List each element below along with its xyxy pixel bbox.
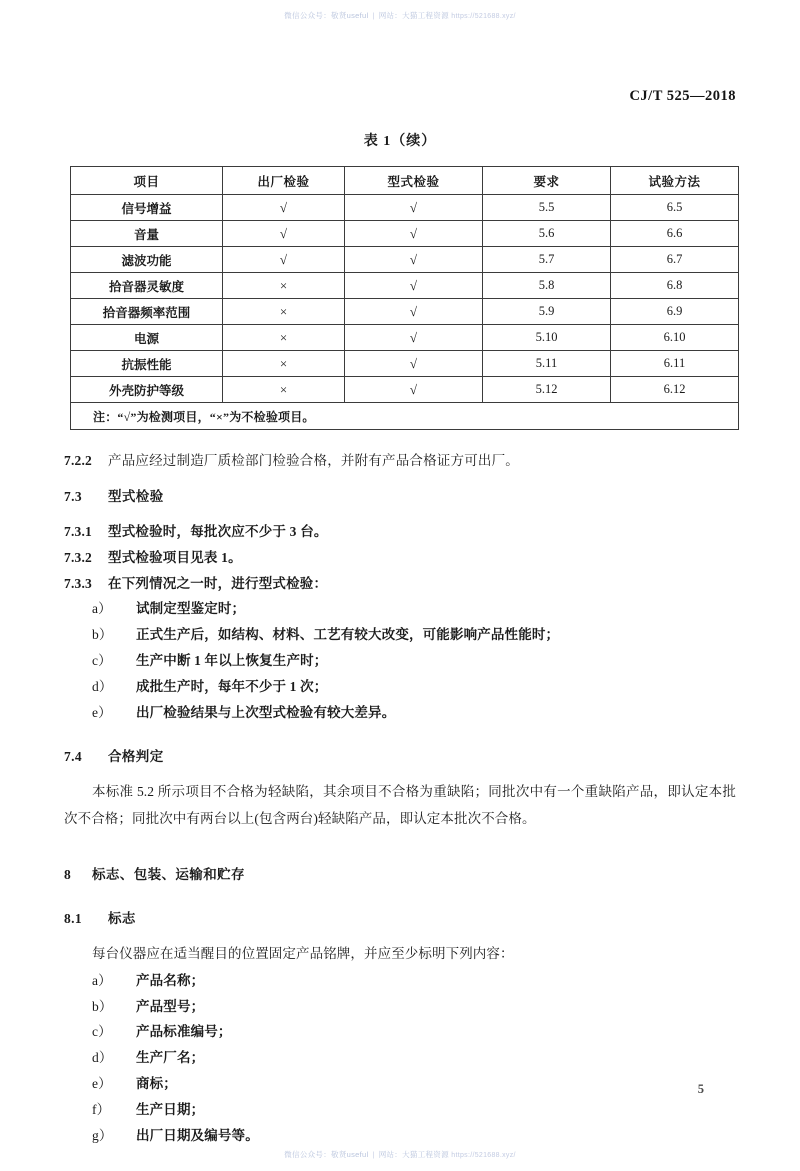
cell-type-mark: √ (345, 195, 483, 221)
cell-factory-mark: × (223, 325, 345, 351)
clause-7-3-1-number: 7.3.1 (64, 524, 92, 540)
list-item-label: f） (92, 1102, 111, 1118)
table-note: 注：“√”为检测项目，“×”为不检验项目。 (71, 403, 739, 430)
clause-8-1-list (64, 968, 736, 1149)
list-item-label: a） (92, 601, 112, 617)
watermark-separator: | (372, 11, 375, 20)
table-row (71, 221, 739, 247)
cell-requirement: 5.12 (483, 377, 611, 403)
list-item (64, 994, 736, 1020)
cell-item: 外壳防护等级 (71, 377, 223, 403)
cell-type-mark: √ (345, 351, 483, 377)
heading-8-1-number: 8.1 (64, 910, 83, 926)
list-item-label: e） (92, 1076, 112, 1092)
cell-method: 6.8 (611, 273, 739, 299)
table-caption: 表 1（续） (363, 134, 437, 149)
column-header-factory: 出厂检验 (223, 167, 345, 195)
heading-8-1-title: 标志 (108, 910, 136, 926)
cell-item: 信号增益 (71, 195, 223, 221)
clause-7-2-2-text: 产品应经过制造厂质检部门检验合格，并附有产品合格证方可出厂。 (108, 453, 519, 468)
list-item-label: d） (92, 678, 113, 694)
clause-7-3-2-text: 型式检验项目见表 1。 (108, 549, 242, 565)
heading-8-number: 8 (64, 867, 72, 882)
list-item-text: 生产厂名； (136, 1050, 205, 1066)
watermark-top (0, 10, 800, 21)
table-note-row (71, 403, 739, 430)
cell-requirement: 5.11 (483, 351, 611, 377)
column-header-item: 项目 (71, 167, 223, 195)
table-row (71, 273, 739, 299)
cell-requirement: 5.8 (483, 273, 611, 299)
list-item (64, 1019, 736, 1045)
list-item-text: 产品型号； (136, 998, 205, 1014)
cell-item: 拾音器频率范围 (71, 299, 223, 325)
cell-type-mark: √ (345, 299, 483, 325)
cell-method: 6.5 (611, 195, 739, 221)
cell-type-mark: √ (345, 273, 483, 299)
list-item (64, 596, 736, 622)
cell-requirement: 5.10 (483, 325, 611, 351)
clause-7-3-3 (64, 571, 736, 597)
list-item-text: 产品标准编号； (136, 1024, 232, 1040)
cell-item: 抗振性能 (71, 351, 223, 377)
clause-7-2-2 (64, 448, 736, 474)
list-item-label: b） (92, 627, 113, 643)
column-header-type: 型式检验 (345, 167, 483, 195)
heading-7-4 (64, 744, 736, 770)
watermark-separator: | (372, 1150, 375, 1159)
table-row (71, 325, 739, 351)
heading-7-3-title: 型式检验 (108, 488, 164, 504)
heading-7-4-title: 合格判定 (108, 748, 164, 764)
heading-8-1 (64, 906, 736, 932)
list-item-label: g） (92, 1128, 113, 1144)
clause-7-3-3-list (64, 596, 736, 726)
list-item-text: 出厂日期及编号等。 (136, 1128, 259, 1144)
clause-7-3-3-text: 在下列情况之一时，进行型式检验： (108, 575, 328, 591)
cell-item: 滤波功能 (71, 247, 223, 273)
clause-7-3-1 (64, 519, 736, 545)
list-item (64, 674, 736, 700)
cell-method: 6.11 (611, 351, 739, 377)
clause-7-2-2-number: 7.2.2 (64, 453, 92, 468)
column-header-requirement: 要求 (483, 167, 611, 195)
list-item (64, 1071, 736, 1097)
list-item (64, 1097, 736, 1123)
clause-7-3-1-text: 型式检验时，每批次应不少于 3 台。 (108, 524, 328, 540)
list-item (64, 622, 736, 648)
cell-method: 6.7 (611, 247, 739, 273)
cell-method: 6.12 (611, 377, 739, 403)
watermark-left-text: 微信公众号：敬贤useful (284, 11, 369, 20)
running-header-standard-number: CJ/T 525—2018 (629, 88, 736, 104)
list-item-text: 生产日期； (136, 1102, 205, 1118)
cell-item: 电源 (71, 325, 223, 351)
table-row (71, 377, 739, 403)
list-item-label: a） (92, 972, 112, 988)
clause-7-3-3-number: 7.3.3 (64, 575, 92, 591)
cell-factory-mark: √ (223, 221, 345, 247)
heading-8 (64, 862, 736, 888)
list-item-text: 产品名称； (136, 972, 205, 988)
cell-method: 6.6 (611, 221, 739, 247)
cell-requirement: 5.6 (483, 221, 611, 247)
watermark-url: https://521688.xyz/ (451, 13, 516, 20)
table-row (71, 299, 739, 325)
page-number: 5 (697, 1082, 704, 1096)
list-item-text: 正式生产后，如结构、材料、工艺有较大改变，可能影响产品性能时； (136, 627, 560, 643)
list-item-text: 出厂检验结果与上次型式检验有较大差异。 (136, 704, 396, 720)
cell-factory-mark: × (223, 299, 345, 325)
list-item-label: c） (92, 1024, 112, 1040)
table-header-row (71, 167, 739, 195)
list-item-label: c） (92, 653, 112, 669)
list-item (64, 648, 736, 674)
cell-factory-mark: √ (223, 247, 345, 273)
list-item (64, 700, 736, 726)
cell-factory-mark: × (223, 273, 345, 299)
cell-method: 6.10 (611, 325, 739, 351)
cell-requirement: 5.5 (483, 195, 611, 221)
list-item-text: 试制定型鉴定时； (136, 601, 246, 617)
cell-factory-mark: × (223, 377, 345, 403)
cell-factory-mark: × (223, 351, 345, 377)
list-item (64, 968, 736, 994)
list-item-label: d） (92, 1050, 113, 1066)
page-content (64, 130, 736, 1149)
watermark-bottom (0, 1149, 800, 1160)
cell-type-mark: √ (345, 221, 483, 247)
heading-7-4-number: 7.4 (64, 748, 83, 764)
list-item (64, 1123, 736, 1149)
cell-requirement: 5.9 (483, 299, 611, 325)
cell-type-mark: √ (345, 377, 483, 403)
heading-7-3 (64, 484, 736, 510)
heading-7-3-number: 7.3 (64, 488, 83, 504)
clause-8-1-body: 每台仪器应在适当醒目的位置固定产品铭牌，并应至少标明下列内容： (92, 946, 514, 962)
cell-type-mark: √ (345, 247, 483, 273)
watermark-right-text: 网站：大猫工程资源 (378, 1150, 449, 1159)
clause-7-4-body: 本标准 5.2 所示项目不合格为轻缺陷，其余项目不合格为重缺陷；同批次中有一个重缺陷产品，即认定本批次不合格；同批次中有两台以上(包含两台)轻缺陷产品，即认定本批次不合格。 (64, 784, 736, 826)
cell-requirement: 5.7 (483, 247, 611, 273)
clause-7-3-2 (64, 545, 736, 571)
heading-8-title: 标志、包装、运输和贮存 (92, 867, 245, 882)
cell-method: 6.9 (611, 299, 739, 325)
table-row (71, 351, 739, 377)
watermark-left-text: 微信公众号：敬贤useful (284, 1150, 369, 1159)
watermark-right-text: 网站：大猫工程资源 (378, 11, 449, 20)
list-item-text: 生产中断 1 年以上恢复生产时； (136, 653, 328, 669)
cell-item: 音量 (71, 221, 223, 247)
cell-factory-mark: √ (223, 195, 345, 221)
table-row (71, 195, 739, 221)
column-header-method: 试验方法 (611, 167, 739, 195)
watermark-url: https://521688.xyz/ (451, 1152, 516, 1159)
inspection-items-table (70, 166, 739, 430)
cell-type-mark: √ (345, 325, 483, 351)
list-item (64, 1045, 736, 1071)
table-row (71, 247, 739, 273)
cell-item: 拾音器灵敏度 (71, 273, 223, 299)
list-item-text: 成批生产时，每年不少于 1 次； (136, 678, 328, 694)
list-item-label: b） (92, 998, 113, 1014)
list-item-label: e） (92, 704, 112, 720)
clause-7-3-2-number: 7.3.2 (64, 549, 92, 565)
list-item-text: 商标； (136, 1076, 177, 1092)
